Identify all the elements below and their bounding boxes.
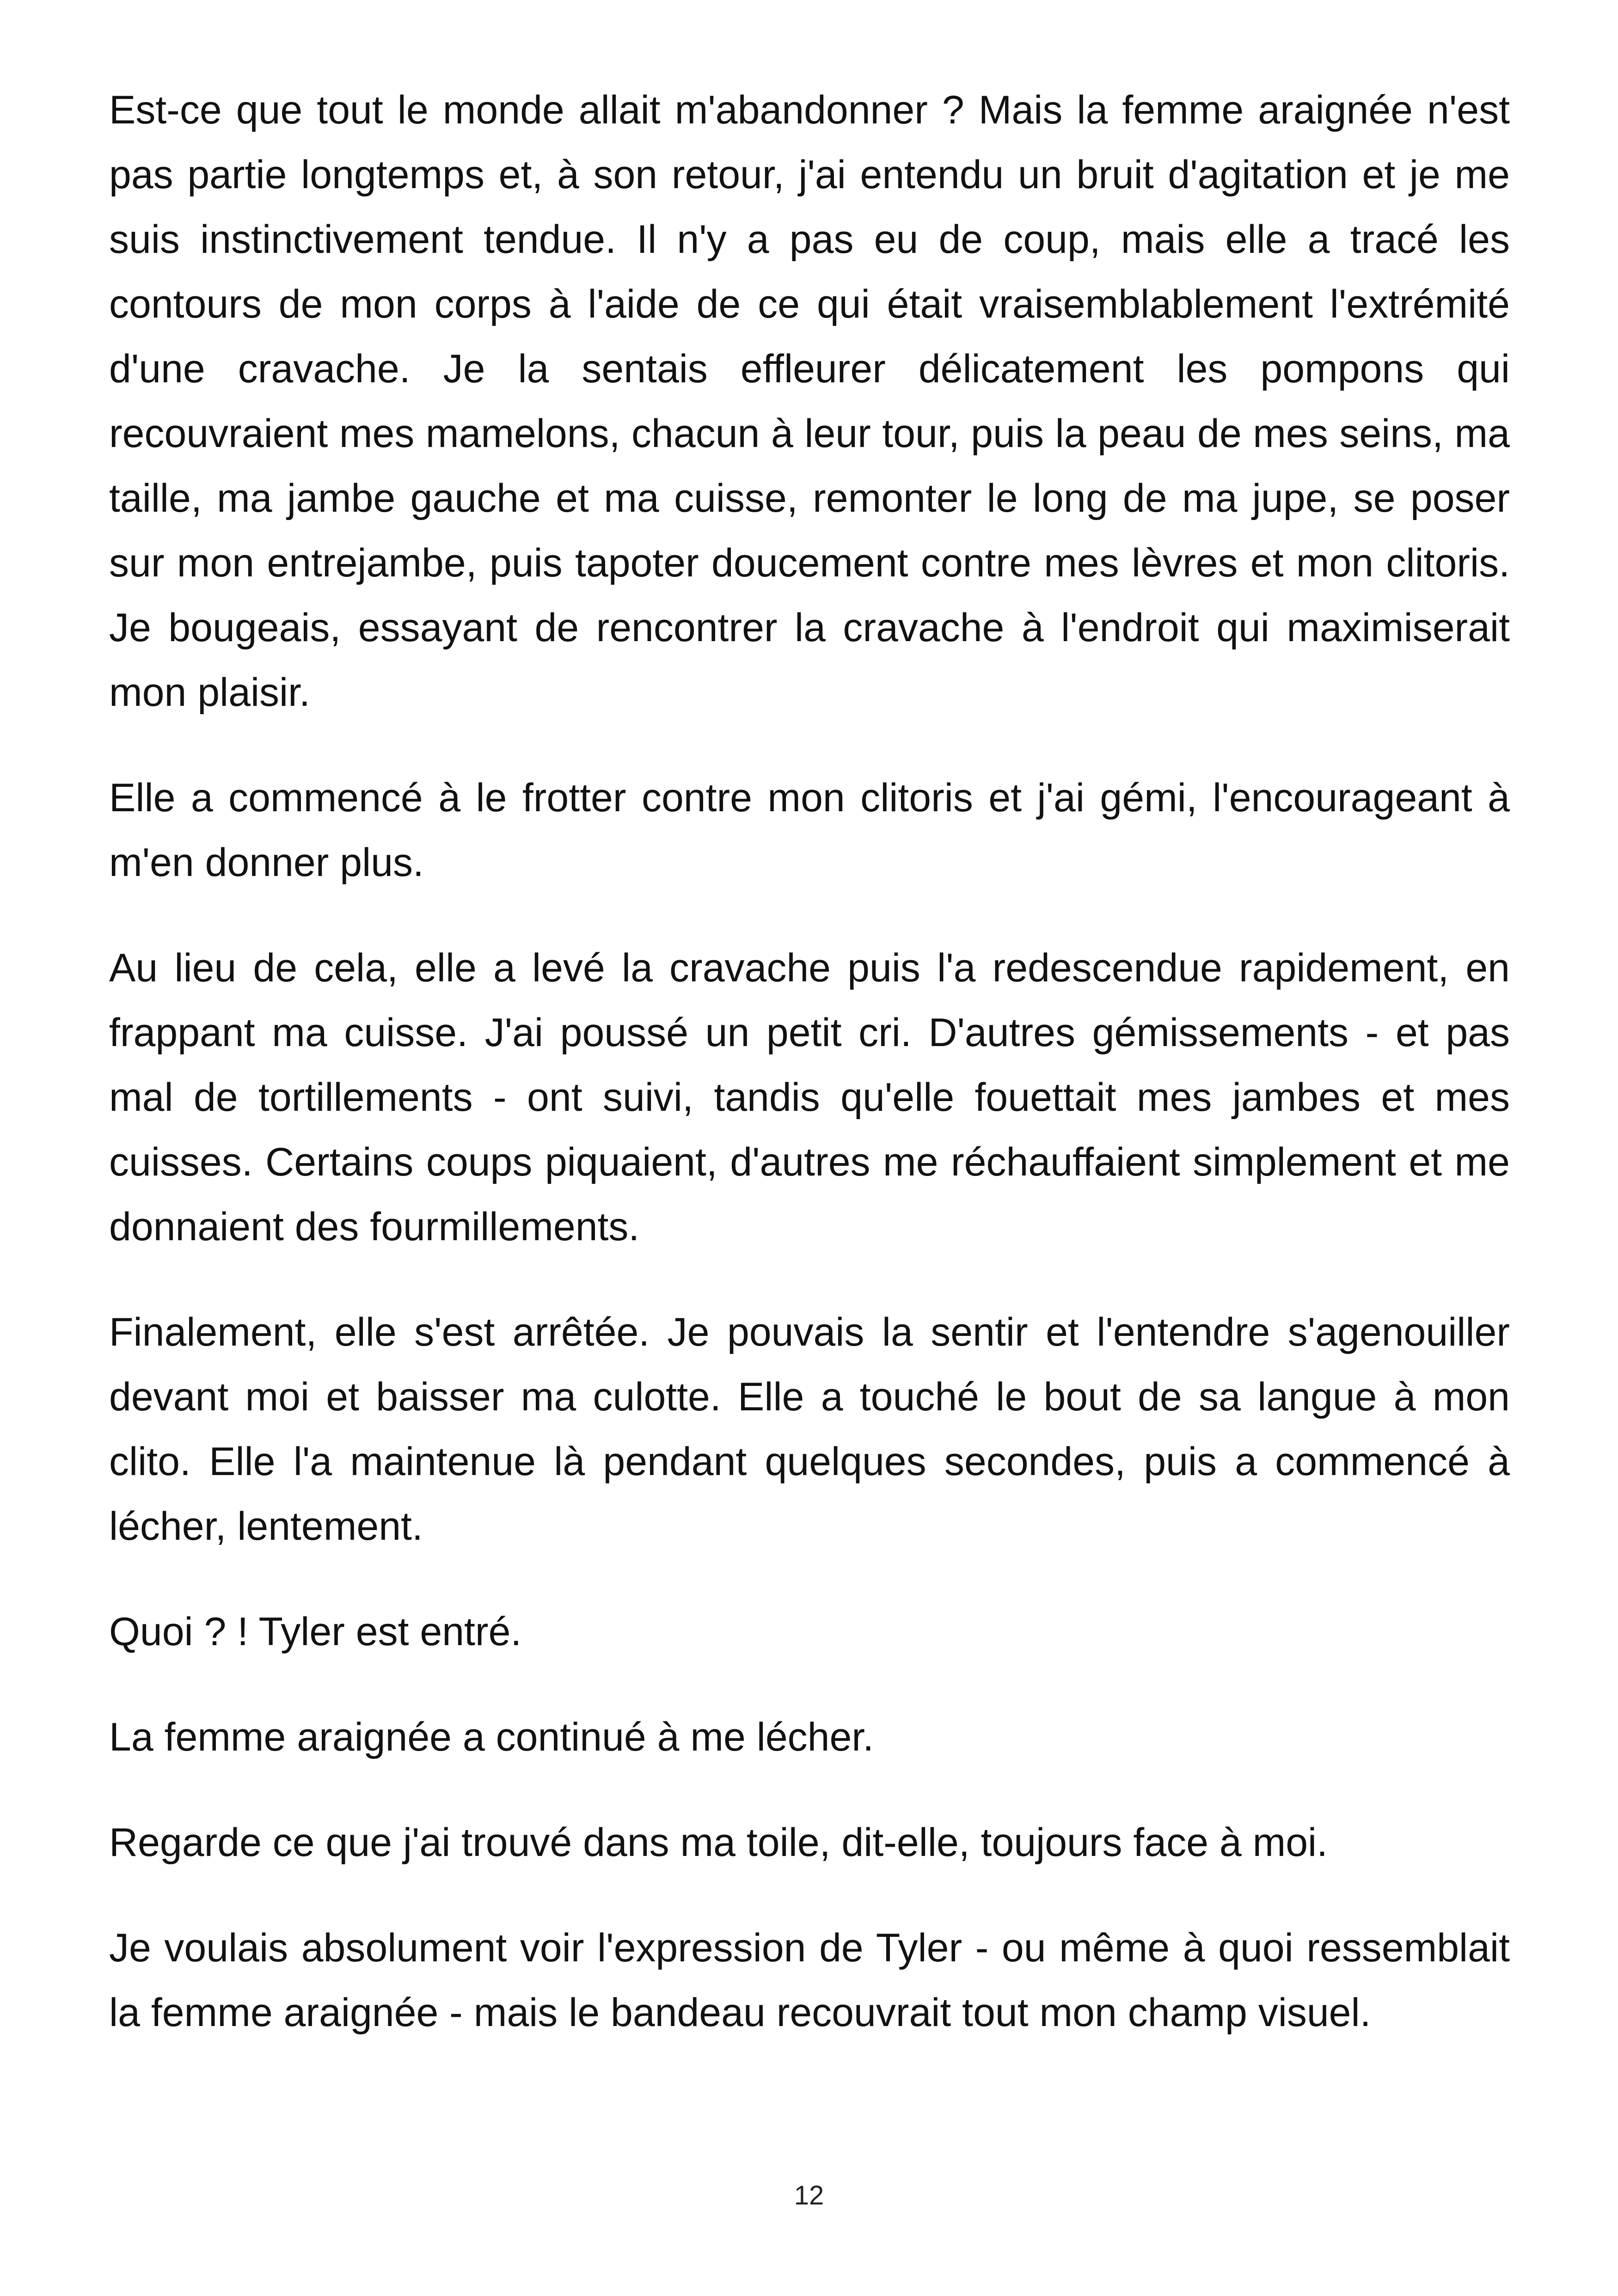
page-body	[109, 78, 1510, 2086]
paragraph-4: Finalement, elle s'est arrêtée. Je pouvais la sentir et l'entendre s'agenouiller devant moi et baisser ma culotte. Elle a touché le bout de sa langue à mon clito. Elle l'a maintenue là pendant quelques secondes, puis a commencé à lécher, lentement.	[109, 1310, 1510, 1549]
paragraph-3: Au lieu de cela, elle a levé la cravache puis l'a redescendue rapidement, en frappant ma cuisse. J'ai poussé un petit cri. D'autres gémissements - et pas mal de tortillements - ont suivi, tandis qu'elle fouettait mes jambes et mes cuisses. Certains coups piquaient, d'autres me réchauffaient simplement et me donnaient des fourmillements.	[109, 946, 1510, 1249]
paragraph-7: Regarde ce que j'ai trouvé dans ma toile, dit-elle, toujours face à moi.	[109, 1820, 1328, 1865]
paragraph-5: Quoi ? ! Tyler est entré.	[109, 1610, 522, 1654]
paragraph-2: Elle a commencé à le frotter contre mon clitoris et j'ai gémi, l'encourageant à m'en donner plus.	[109, 776, 1510, 885]
paragraph-1: Est-ce que tout le monde allait m'abandonner ? Mais la femme araignée n'est pas partie longtemps et, à son retour, j'ai entendu un bruit d'agitation et je me suis instinctivement tendue. Il n'y a pas eu de coup, mais elle a tracé les contours de mon corps à l'aide de ce qui était vraisemblablement l'extrémité d'une cravache. Je la sentais effleurer délicatement les pompons qui recouvraient mes mamelons, chacun à leur tour, puis la peau de mes seins, ma taille, ma jambe gauche et ma cuisse, remonter le long de ma jupe, se poser sur mon entrejambe, puis tapoter doucement contre mes lèvres et mon clitoris. Je bougeais, essayant de rencontrer la cravache à l'endroit qui maximiserait mon plaisir.	[109, 88, 1510, 715]
page-number: 12	[794, 2180, 824, 2210]
paragraph-6: La femme araignée a continué à me lécher.	[109, 1715, 874, 1759]
paragraph-8: Je voulais absolument voir l'expression de Tyler - ou même à quoi ressemblait la femme araignée - mais le bandeau recouvrait tout mon champ visuel.	[109, 1926, 1510, 2035]
